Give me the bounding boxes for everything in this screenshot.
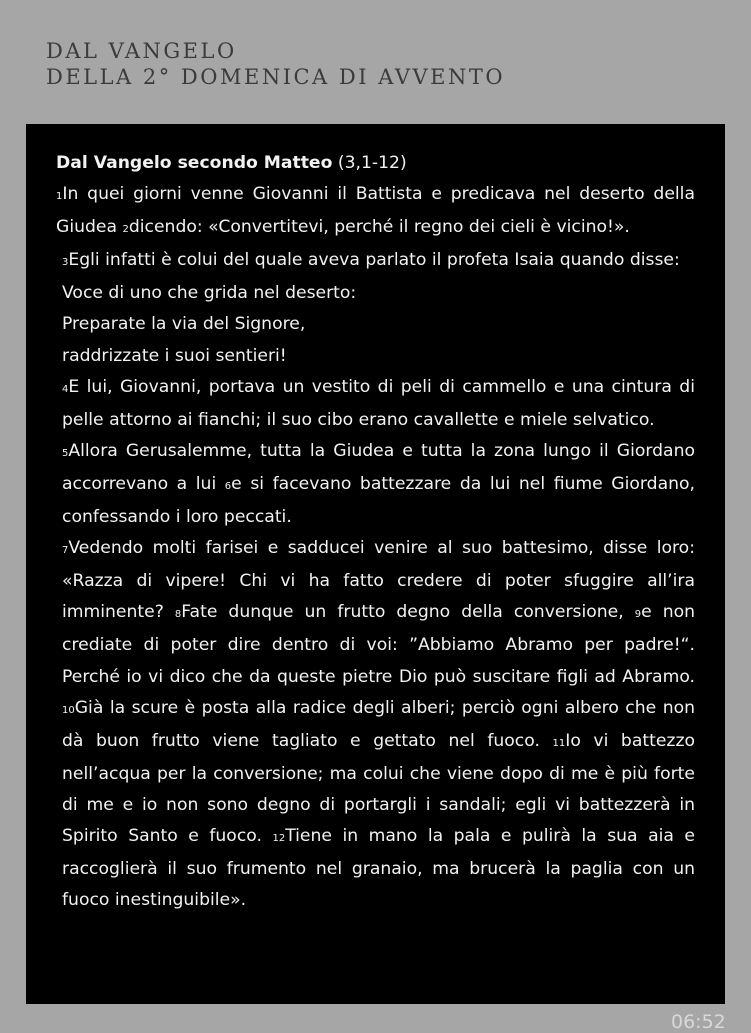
poem-line: raddrizzate i suoi sentieri! [62,345,287,366]
verse-number: 8 [174,609,182,621]
verse-text: dicendo: «Convertitevi, perché il regno dei cieli è vicino!». [128,217,630,238]
verse-text: Già la scure è posta alla radice degli alberi; perciò ogni albero che non dà buon frutto viene tagliato e gettato nel fuoco. [62,697,695,751]
status-clock: 06:52 [671,1011,726,1033]
verse-text: Vedendo molti farisei e sadducei venire al suo battesimo, disse loro: «Razza di vipere! Chi vi ha fatto credere di poter sfuggire all’ira imminente? [62,538,695,623]
verse-text: e si facevano battezzare da lui nel fiume Giordano, confessando i loro peccati. [62,473,695,528]
verse-number: 7 [62,545,69,557]
verse-text: Tiene in mano la pala e pulirà la sua aia e raccoglierà il suo frumento nel granaio, ma brucerà la paglia con un fuoco inestinguibile». [62,825,696,911]
verse-paragraph [56,179,695,245]
verse-number: 10 [62,704,75,716]
verse-text: Allora Gerusalemme, tutta la Giudea e tutta la zona lungo il Giordano accorrevano a lui [62,440,695,494]
header-line-1: DAL VANGELO [46,39,237,63]
verse-paragraph [56,533,695,916]
verse-number: 3 [62,257,69,269]
verse-text: e non crediate di poter dire dentro di voi: ”Abbiamo Abramo per padre!“. Perché io vi dico che da queste pietre Dio può suscitare figli ad Abramo. [62,602,696,687]
verse-number: 2 [122,224,129,236]
reading-title-line [56,148,695,179]
reading-text [56,148,695,916]
page-header [46,38,505,90]
poem-line: Preparate la via del Signore, [62,314,306,335]
poem-line: Voce di uno che grida nel deserto: [62,283,357,304]
verse-text: Io vi battezzo nell’acqua per la conversione; ma colui che viene dopo di me è più forte di me e io non sono degno di portargli i sandali; egli vi battezzerà in Spirito Santo e fuoco. [62,730,695,846]
verse-number: 12 [272,832,286,844]
verse-text: Egli infatti è colui del quale aveva parlato il profeta Isaia quando disse: [68,250,680,271]
verse-number: 11 [552,737,566,749]
reading-reference: (3,1-12) [337,153,407,173]
header-line-2: DELLA 2° DOMENICA DI AVVENTO [46,65,506,89]
verse-number: 1 [56,191,63,203]
verse-paragraph [56,436,695,533]
verse-number: 4 [62,383,69,395]
verse-text: In quei giorni venne Giovanni il Battista e predicava nel deserto della Giudea [56,184,695,238]
verse-number: 5 [62,447,69,459]
verse-text: Fate dunque un frutto degno della conversione, [181,602,635,623]
verse-number: 6 [224,480,232,492]
verse-number: 9 [634,609,642,621]
verse-paragraph [56,245,695,278]
verse-text: E lui, Giovanni, portava un vestito di peli di cammello e una cintura di pelle attorno ai fianchi; il suo cibo erano cavallette e miele selvatico. [62,376,695,430]
reading-title: Dal Vangelo secondo Matteo [56,153,333,173]
verse-paragraph [56,372,695,436]
reading-panel [26,124,725,1004]
